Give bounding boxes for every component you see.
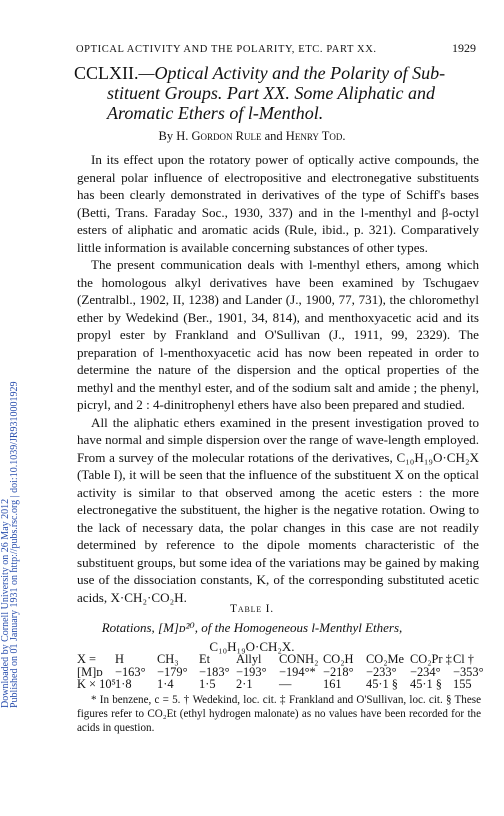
running-header — [76, 41, 476, 56]
article-title — [74, 63, 478, 123]
table-cell: −194°* — [279, 664, 316, 679]
table-cell: Allyl — [236, 652, 262, 666]
table-cell: −353° — [453, 664, 484, 679]
table-cell: 161 — [323, 677, 342, 692]
paragraph-aliphatic-ethers: All the aliphatic ethers examined in the present investigation proved to have normal and simple dispersion over the range of wave-length employed. From a survey of the molecular rotations of the derivatives, C₁₀H₁₉O·CH₂X (Table I), it will be seen that the influence of the substituent X on the optical activity is similar to that observed among the acetic esters : the more electronegative the substituent, the higher is the negative rotation. Owing to the lack of necessary data, the polar changes in this case are not readily determined by reference to the dipole moments characteristic of the substituent groups, but some idea of the variations may be gained by making use of the dissociation constants, K, of the corresponding substituted acetic acids, X·CH₂·CO₂H. — [77, 414, 479, 605]
running-title: OPTICAL ACTIVITY AND THE POLARITY, ETC. PART XX. — [76, 44, 377, 55]
table-title-line-1: Rotations, [M]ᴅ²⁰, of the Homogeneous l-Menthyl Ethers, — [101, 620, 403, 635]
table-row-substituent — [77, 653, 481, 666]
and-label: and — [264, 129, 283, 143]
table-cell: 2·1 — [236, 677, 253, 692]
table-cell: CO₂H — [323, 652, 354, 666]
table-cell: CH₃ — [157, 652, 179, 666]
table-cell: 45·1 § — [366, 677, 399, 692]
table-cell: Et — [199, 652, 211, 666]
page-number: 1929 — [452, 41, 476, 55]
table-cell: CO₂Me — [366, 652, 405, 666]
table-cell: CO₂Pr ‡ — [410, 652, 452, 666]
table-cell: 1·4 — [157, 677, 174, 692]
table-cell: — — [279, 677, 292, 692]
by-label: By — [158, 129, 174, 143]
title-line-2: stituent Groups. Part XX. Some Aliphatic and — [107, 83, 435, 103]
paragraph-menthyl-ethers: The present communication deals with l-menthyl ethers, among which the homologous alkyl derivatives have been examined by Tschugaev (Zentralbl., 1902, II, 1238) and Lander (J., 1900, 77, 731), the chloromethyl ether by Wedekind (Ber., 1901, 34, 814), and menthoxyacetic acid and its propyl ester by Frankland and O'Sullivan (J., 1911, 99, 2329). The preparation of l-menthoxyacetic acid has now been repeated in order to determine the nature of the dispersion and the optical properties of the methyl and the menthyl ester, and of the sodium salt and amide ; the phenyl, picryl, and 2 : 4-dinitrophenyl ethers have also been prepared and studied. — [77, 257, 479, 412]
table-cell: −193° — [236, 664, 267, 679]
table-cell: −183° — [199, 664, 230, 679]
footnote-text: * In benzene, c = 5. † Wedekind, loc. cit. ‡ Frankland and O'Sullivan, loc. cit. § These figures refer to CO₂Et (ethyl hydrogen malonate) as no values have been recorded for the acids in question. — [77, 694, 481, 734]
table-cell: Cl † — [453, 652, 474, 666]
table-caption: Table I. — [230, 603, 274, 615]
table-cell: 45·1 § — [410, 677, 443, 692]
author-rule: H. Gordon Rule — [176, 129, 262, 143]
table-cell: CONH₂ — [279, 652, 319, 666]
table-cell: −233° — [366, 664, 397, 679]
table-title-formula: C₁₀H₁₉O·CH₂X. — [209, 639, 295, 654]
rotations-table — [77, 652, 484, 692]
table-cell: −218° — [323, 664, 354, 679]
table-cell: X = — [77, 652, 97, 666]
table-cell: H — [115, 652, 124, 666]
download-note: Downloaded by Cornell University on 26 May 2012 — [0, 498, 11, 708]
table-cell: 1·5 — [199, 677, 216, 692]
title-line-3: Aromatic Ethers of l-Menthol. — [107, 103, 324, 123]
paragraph-intro: In its effect upon the rotatory power of optically active compounds, the general polar influence of electropositive and electronegative substituents has been clearly demonstrated in derivatives of the type of Schiff's bases (Betti, Trans. Faraday Soc., 1930, 337) and in the l-menthyl and β-octyl esters of aliphatic and aromatic acids (Rule, ibid., p. 321). Comparatively little information is available concerning substances of other types. — [77, 152, 479, 255]
author-line — [0, 129, 504, 144]
table-cell: 155 — [453, 677, 472, 692]
title-line-1 — [74, 63, 478, 83]
table-row-dissociation — [77, 678, 481, 691]
table-cell: [M]ᴅ — [77, 664, 103, 679]
author-tod: Henry Tod. — [285, 129, 346, 143]
table-cell: 1·8 — [115, 677, 132, 692]
table-cell: −179° — [157, 664, 188, 679]
article-body — [77, 151, 479, 606]
table-cell: −234° — [410, 664, 441, 679]
title-line-1-text: —Optical Activity and the Polarity of Sub- — [138, 63, 446, 83]
doi-link[interactable]: Published on 01 January 1931 on http://pubs.rsc.org | doi:10.1039/JR9310001929 — [9, 381, 20, 708]
table-title — [0, 618, 504, 656]
table-cell: −163° — [115, 664, 146, 679]
table-footnotes — [77, 693, 481, 735]
article-number: CCLXII. — [74, 63, 139, 83]
table-cell: K × 10⁵ — [77, 677, 116, 692]
